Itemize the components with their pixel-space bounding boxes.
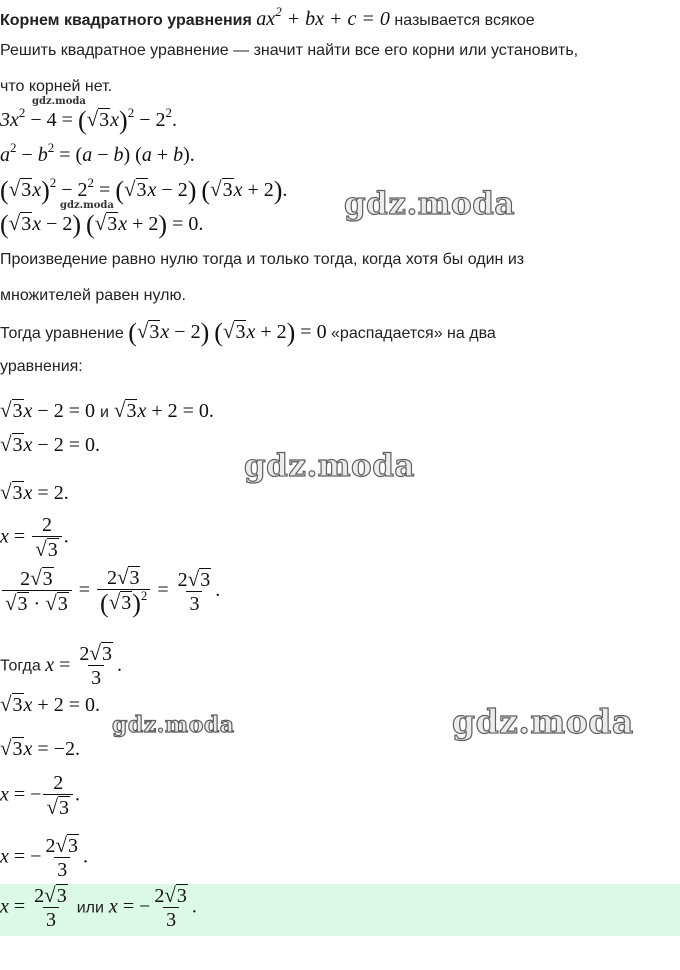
equation-12: x = − $\frac{2}{√3}$ .	[0, 772, 80, 819]
watermark-small-2: gdz.moda	[60, 200, 114, 211]
then-equation-line: Тогда уравнение (√3x − 2) (√3x + 2) = 0 «распадается» на два	[0, 318, 496, 347]
watermark-2: gdz.moda	[244, 448, 415, 484]
intro-line-3: что корней нет.	[0, 78, 113, 95]
equation-7: √3x = 2.	[0, 480, 69, 504]
intro-lead-rest: называется всякое	[394, 12, 535, 29]
equation-1: $3x^2 - 4 = (√3x)^2 - 2^2$.	[0, 105, 177, 135]
intro-line-1	[0, 4, 535, 31]
intro-lead-bold: Корнем квадратного уравнения	[0, 12, 252, 29]
two-equations-label: уравнения:	[0, 358, 83, 375]
watermark-3: gdz.moda	[112, 712, 235, 738]
equation-2: $a^2 - b^2 = (a - b) (a + b)$.	[0, 140, 195, 166]
then-x-label: Тогда	[0, 657, 41, 675]
product-zero-line-1: Произведение равно нулю тогда и только тогда, когда хотя бы один из	[0, 251, 525, 268]
equation-10: √3x + 2 = 0.	[0, 692, 100, 716]
intro-line-2: Решить квадратное уравнение — значит найти все его корни или установить,	[0, 42, 579, 59]
and-label: и	[99, 404, 109, 421]
or-label: или	[76, 899, 104, 917]
watermark-1: gdz.moda	[344, 186, 515, 222]
watermark-small-1: gdz.moda	[32, 96, 86, 107]
general-quadratic-formula: $ax^2$ + bx + c = 0	[256, 4, 390, 30]
then-equation-label: Тогда уравнение	[0, 325, 124, 342]
equation-5: √3x − 2 = 0 и √3x + 2 = 0.	[0, 398, 214, 422]
final-answer: x = $\frac{2√3}{3}$ или x = − $\frac{2√3}{3}$ .	[0, 883, 197, 931]
equation-13: x = − $\frac{2√3}{3}$ .	[0, 833, 88, 881]
equation-4: (√3x − 2) (√3x + 2) = 0.	[0, 210, 204, 239]
product-zero-line-2: множителей равен нулю.	[0, 287, 186, 304]
equation-9: $\frac{2√3}{√3 \cdot √3}$ = $\frac{2√3}{(√3)^2}$ = $\frac{2√3}{3}$ .	[0, 566, 220, 617]
equation-6: √3x − 2 = 0.	[0, 432, 100, 456]
splits-label: «распадается» на два	[331, 325, 496, 342]
equation-3: $(√3x)^2 - 2^2 = (√3x - 2) (√3x + 2)$.	[0, 175, 288, 205]
watermark-4: gdz.moda	[452, 702, 634, 741]
equation-8: x = $\frac{2}{√3}$ .	[0, 514, 69, 561]
equation-11: √3x = −2.	[0, 736, 80, 760]
then-x-line: Тогда x = $\frac{2√3}{3}$ .	[0, 641, 122, 689]
